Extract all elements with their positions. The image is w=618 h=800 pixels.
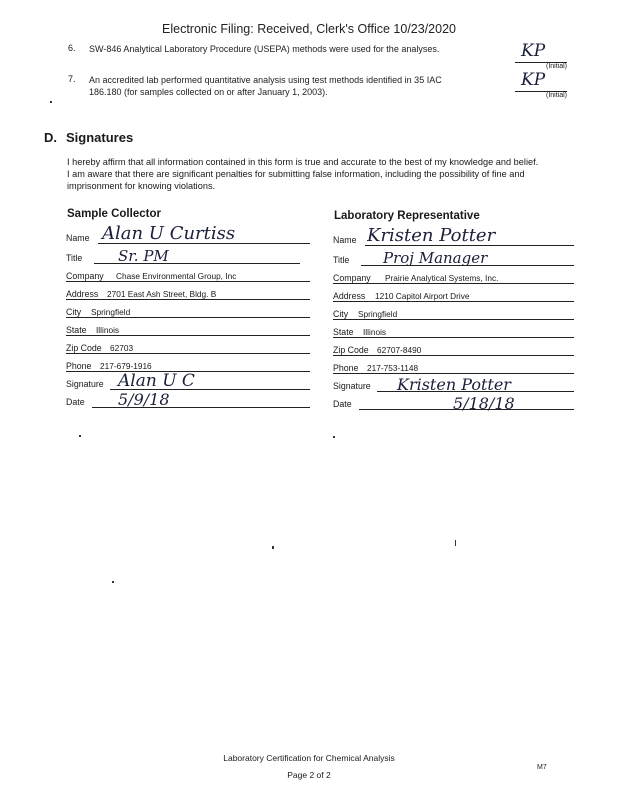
collector-title-value: Sr. PM <box>118 247 169 265</box>
item-text: 186.180 (for samples collected on or after January 1, 2003). <box>89 87 328 97</box>
lab-company-value: Prairie Analytical Systems, Inc. <box>385 273 499 283</box>
collector-address-value: 2701 East Ash Street, Bldg. B <box>107 289 217 299</box>
field-label: Signature <box>66 379 104 389</box>
field-underline <box>365 245 574 246</box>
collector-name-row <box>66 224 310 244</box>
lab-state-value: Illinois <box>363 327 387 337</box>
field-underline <box>359 409 574 410</box>
field-label: City <box>66 307 82 317</box>
lab-title-value: Proj Manager <box>383 249 488 267</box>
item-text: An accredited lab performed quantitative analysis using test methods identified in 35 IAC <box>89 75 442 85</box>
lab-title-row <box>333 248 574 266</box>
field-label: Title <box>66 253 83 263</box>
section-letter: D. <box>44 130 57 145</box>
lab-company-row <box>333 266 574 284</box>
collector-date-row <box>66 390 310 408</box>
lab-zip-value: 62707-8490 <box>377 345 422 355</box>
initial-box <box>515 72 567 100</box>
collector-title-row <box>66 246 310 264</box>
affirmation-line: I hereby affirm that all information contained in this form is true and accurate to the best of my knowledge and belief. <box>67 157 539 167</box>
scan-speck <box>333 436 335 438</box>
collector-phone-value: 217-679-1916 <box>100 361 152 371</box>
initial-signature: KP <box>521 41 546 61</box>
collector-signature-row <box>66 372 310 390</box>
field-label: Address <box>333 291 366 301</box>
collector-state-row <box>66 318 310 336</box>
field-label: Date <box>333 399 352 409</box>
field-underline <box>98 243 310 244</box>
field-label: Zip Code <box>66 343 102 353</box>
collector-heading: Sample Collector <box>67 208 161 220</box>
field-label: Name <box>66 233 90 243</box>
field-label: Company <box>333 273 371 283</box>
collector-address-row <box>66 282 310 300</box>
lab-address-row <box>333 284 574 302</box>
scan-speck <box>50 101 52 103</box>
collector-company-row <box>66 264 310 282</box>
field-label: Phone <box>66 361 92 371</box>
collector-city-row <box>66 300 310 318</box>
lab-zip-row <box>333 338 574 356</box>
lab-date-row <box>333 392 574 413</box>
field-label: Phone <box>333 363 359 373</box>
item-number: 6. <box>68 43 76 53</box>
initial-label: (Initial) <box>545 92 567 99</box>
affirmation-line: imprisonment for knowing violations. <box>67 181 216 191</box>
collector-name-value: Alan U Curtiss <box>102 223 236 244</box>
affirmation-line: I am aware that there are significant penalties for submitting false information, including the possibility of fine and <box>67 169 525 179</box>
collector-zip-row <box>66 336 310 354</box>
field-label: Zip Code <box>333 345 369 355</box>
field-label: Address <box>66 289 99 299</box>
initial-label: (Initial) <box>545 63 567 70</box>
field-label: Signature <box>333 381 371 391</box>
initial-signature: KP <box>521 70 546 90</box>
scan-speck <box>112 581 114 583</box>
lab-name-row <box>333 226 574 246</box>
field-label: City <box>333 309 349 319</box>
scan-speck <box>79 435 81 437</box>
lab-state-row <box>333 320 574 338</box>
section-title: Signatures <box>66 130 134 145</box>
field-label: Date <box>66 397 85 407</box>
collector-zip-value: 62703 <box>110 343 134 353</box>
collector-state-value: Illinois <box>96 325 120 335</box>
field-label: State <box>66 325 87 335</box>
lab-heading: Laboratory Representative <box>334 210 480 222</box>
footer-title: Laboratory Certification for Chemical Analysis <box>223 753 395 763</box>
initial-box <box>515 43 567 71</box>
lab-phone-value: 217-753-1148 <box>367 363 419 373</box>
field-label: State <box>333 327 354 337</box>
collector-phone-row <box>66 354 310 372</box>
item-number: 7. <box>68 74 76 84</box>
lab-signature: Kristen Potter <box>397 375 511 394</box>
collector-company-value: Chase Environmental Group, Inc <box>116 271 237 281</box>
filing-stamp: Electronic Filing: Received, Clerk's Office 10/23/2020 <box>162 22 456 36</box>
field-label: Company <box>66 271 104 281</box>
lab-date-value: 5/18/18 <box>453 394 515 413</box>
lab-address-value: 1210 Capitol Airport Drive <box>375 291 470 301</box>
field-underline <box>92 407 310 408</box>
item-text: SW-846 Analytical Laboratory Procedure (USEPA) methods were used for the analyses. <box>89 44 440 54</box>
lab-city-row <box>333 302 574 320</box>
lab-city-value: Springfield <box>358 309 398 319</box>
field-label: Title <box>333 255 350 265</box>
scan-speck <box>272 546 274 549</box>
collector-signature: Alan U C <box>118 371 195 391</box>
field-label: Name <box>333 235 357 245</box>
lab-signature-row <box>333 374 574 392</box>
footer-code: M7 <box>537 764 547 771</box>
lab-phone-row <box>333 356 574 374</box>
scan-speck <box>455 540 456 546</box>
lab-name-value: Kristen Potter <box>367 225 496 246</box>
page-number: Page 2 of 2 <box>287 770 331 780</box>
collector-date-value: 5/9/18 <box>118 390 170 409</box>
collector-city-value: Springfield <box>91 307 131 317</box>
